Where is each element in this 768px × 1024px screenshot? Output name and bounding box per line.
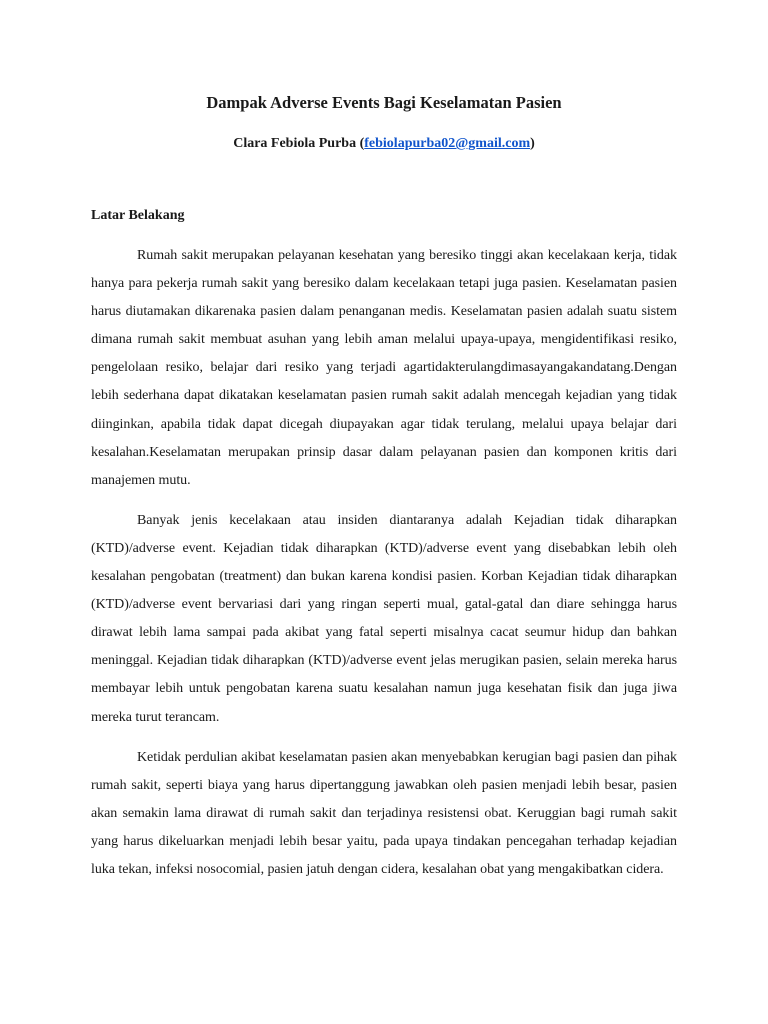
paragraph-3: Ketidak perdulian akibat keselamatan pasien akan menyebabkan kerugian bagi pasien dan pihak rumah sakit, seperti biaya yang harus dipertanggung jawabkan oleh pasien menjadi lebih besar, pasien akan semakin lama dirawat di rumah sakit dan terjadinya resistensi obat. Keruggian bagi rumah sakit yang harus dikeluarkan menjadi lebih besar yaitu, pada upaya tindakan pencegahan terhadap kejadian luka tekan, infeksi nosocomial, pasien jatuh dengan cidera, kesalahan obat yang mengakibatkan cidera. bbox=[91, 749, 677, 877]
document-body bbox=[91, 242, 677, 896]
paragraph-2: Banyak jenis kecelakaan atau insiden diantaranya adalah Kejadian tidak diharapkan (KTD)/adverse event. Kejadian tidak diharapkan (KTD)/adverse event yang disebabkan lebih oleh kesalahan pengobatan (treatment) dan bukan karena kondisi pasien. Korban Kejadian tidak diharapkan (KTD)/adverse event bervariasi dari yang ringan seperti mual, gatal-gatal dan diare sehingga harus dirawat lebih lama sampai pada akibat yang fatal seperti misalnya cacat seumur hidup dan bahkan meninggal. Kejadian tidak diharapkan (KTD)/adverse event jelas merugikan pasien, selain mereka harus membayar lebih untuk pengobatan karena suatu kesalahan namun juga kesehatan fisik dan juga jiwa mereka turut terancam. bbox=[91, 512, 677, 725]
section-heading: Latar Belakang bbox=[91, 208, 185, 223]
author-line bbox=[91, 134, 677, 154]
author-suffix: ) bbox=[530, 136, 535, 151]
author-name: Clara Febiola Purba ( bbox=[233, 136, 365, 151]
paragraph-1: Rumah sakit merupakan pelayanan kesehatan yang beresiko tinggi akan kecelakaan kerja, tidak hanya para pekerja rumah sakit yang beresiko dalam kecelakaan tetapi juga pasien. Keselamatan pasien harus diutamakan dikarenaka pasien dalam penanganan medis. Keselamatan pasien adalah suatu sistem dimana rumah sakit membuat asuhan yang lebih aman melalui upaya-upaya, mengidentifikasi resiko, pengelolaan resiko, belajar dari resiko yang terjadi agartidakterulangdimasayangakandatang.Dengan lebih sederhana dapat dikatakan keselamatan pasien rumah sakit adalah mencegah kejadian yang tidak diinginkan, apabila tidak dapat dicegah diupayakan agar tidak terulang, melalui upaya belajar dari kesalahan.Keselamatan merupakan prinsip dasar dalam pelayanan pasien dan komponen kritis dari manajemen mutu. bbox=[91, 248, 677, 488]
document-title: Dampak Adverse Events Bagi Keselamatan Pasien bbox=[206, 93, 562, 112]
author-email-link[interactable]: febiolapurba02@gmail.com bbox=[364, 136, 531, 151]
